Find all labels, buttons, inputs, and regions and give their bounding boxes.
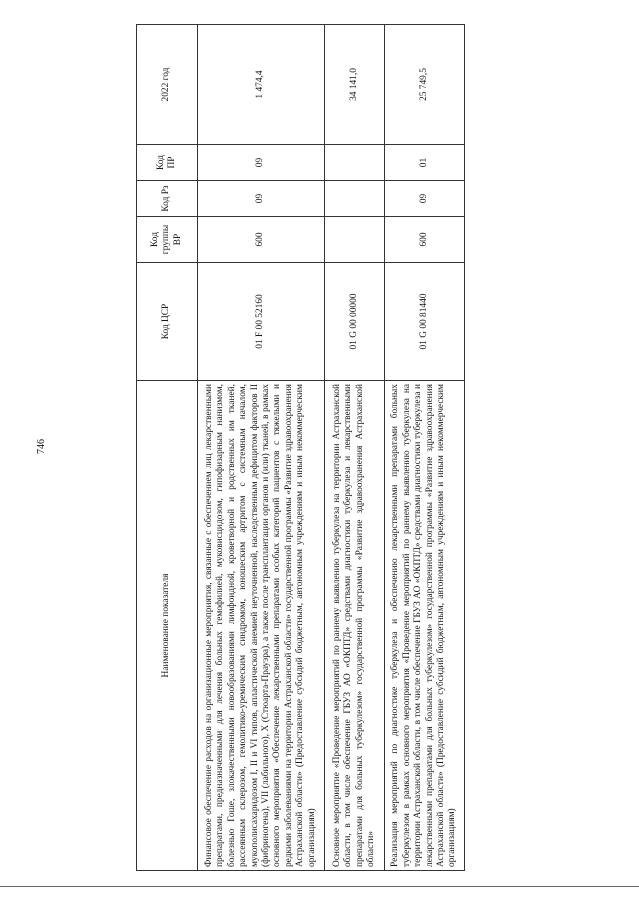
row-pr: 09 — [198, 145, 325, 181]
header-rz: Код Рз — [137, 181, 198, 217]
row-csr: 01 F 00 52160 — [198, 263, 325, 381]
header-pr: Код ПР — [137, 145, 198, 181]
header-vr: Код группы ВР — [137, 217, 198, 263]
header-year: 2022 год — [137, 25, 198, 145]
row-vr: 600 — [198, 217, 325, 263]
row-amount: 1 474,4 — [198, 25, 325, 145]
row-rz: 09 — [198, 181, 325, 217]
row-pr — [325, 145, 385, 181]
footer-rule — [0, 886, 639, 887]
page-number: 746 — [36, 439, 47, 454]
row-pr: 01 — [385, 145, 465, 181]
table-row — [325, 25, 385, 871]
row-csr: 01 G 00 00000 — [325, 263, 385, 381]
row-rz — [325, 181, 385, 217]
row-amount: 34 141,0 — [325, 25, 385, 145]
table-row — [385, 25, 465, 871]
row-name: Реализация мероприятий по диагностике туберкулеза и обеспечению лекарственными препаратами больных туберкулезом в рамках основного мероприятия «Проведение мероприятий по раннему выявлению туберкулеза на территории Астраханской области, в том числе обеспечение ГБУЗ АО «ОКПТД» средствами диагностики туберкулеза и лекарственными препаратами для больных туберкулезом» государственной программы «Развитие здравоохранения Астраханской области» (Предоставление субсидий бюджетным, автономным учреждениям и иным некоммерческим организациям) — [385, 381, 465, 871]
row-csr: 01 G 00 81440 — [385, 263, 465, 381]
header-name: Наименование показателя — [137, 381, 198, 871]
table-row — [198, 25, 325, 871]
row-name: Финансовое обеспечение расходов на организационные мероприятия, связанные с обеспечением лиц лекарственными препаратами, предназначенными для лечения больных гемофилией, муковисцидозом, гипофизарным нанизмом, болезнью Гоше, злокачественными новообразованиями лимфоидной, кроветворной и родственных им тканей, рассеянным склерозом, гемолитико-уремическим синдромом, юношеским артритом с системным началом, мукополисахаридозом I, II и VI типов, апластической анемией неуточненной, наследственным дефицитом факторов II (фибриногена), VII (лабильного), X (Стюарта-Прауэра), а также после трансплантации органов и (или) тканей, в рамках основного мероприятия «Обеспечение лекарственными препаратами особых категорий пациентов с тяжелыми и редкими заболеваниями на территории Астраханской области» государственной программы «Развитие здравоохранения Астраханской области» (Предоставление субсидий бюджетным, автономным учреждениям и иным некоммерческим организациям) — [198, 381, 325, 871]
row-rz: 09 — [385, 181, 465, 217]
row-vr — [325, 217, 385, 263]
table-header-row — [137, 25, 198, 871]
budget-table — [136, 24, 465, 871]
budget-table-container — [136, 25, 460, 871]
header-csr: Код ЦСР — [137, 263, 198, 381]
row-vr: 600 — [385, 217, 465, 263]
row-name: Основное мероприятие «Проведение мероприятий по раннему выявлению туберкулеза на территории Астраханской области, в том числе обеспечение ГБУЗ АО «ОКПТД» средствами диагностики туберкулеза и лекарственными препаратами для больных туберкулезом» государственной программы «Развитие здравоохранения Астраханской области» — [325, 381, 385, 871]
row-amount: 25 749,5 — [385, 25, 465, 145]
